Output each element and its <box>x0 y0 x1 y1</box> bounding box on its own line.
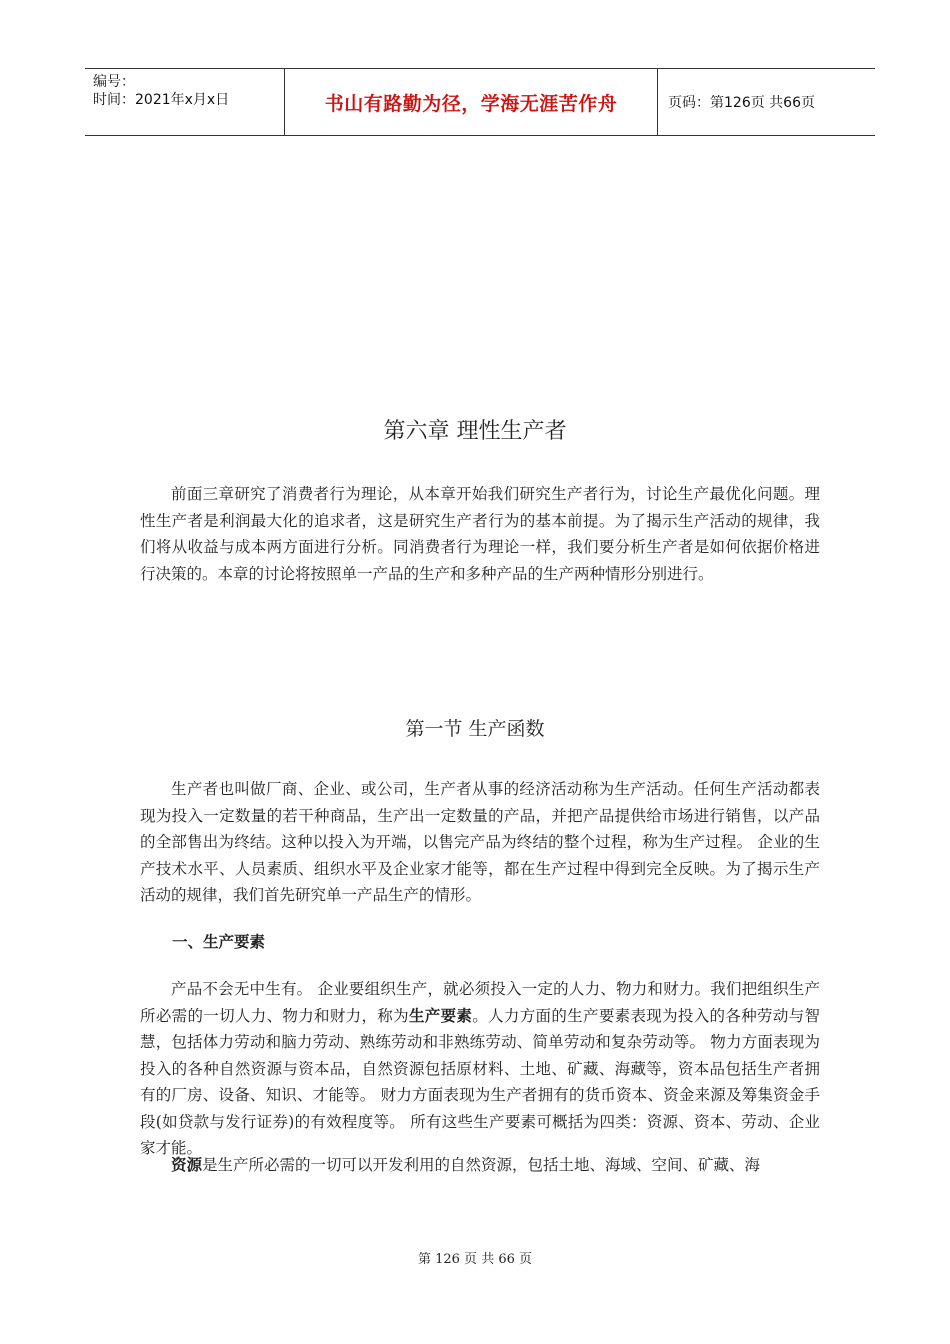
chapter-title: 第六章 理性生产者 <box>383 419 567 444</box>
header-page-info: 页码：第126页 共66页 <box>668 95 815 111</box>
page-header <box>85 68 875 136</box>
section-paragraph: 生产者也叫做厂商、企业、或公司，生产者从事的经济活动称为生产活动。任何生产活动都表现为投入一定数量的若干种商品，生产出一定数量的产品，并把产品提供给市场进行销售，以产品的全部售出为终结。这种以投入为开端，以售完产品为终结的整个过程，称为生产过程。 企业的生产技术水平、人员素质、组织水平及企业家才能等，都在生产过程中得到完全反映。为了揭示生产活动的规律，我们首先研究单一产品生产的情形。 <box>140 780 820 904</box>
header-motto: 书山有路勤为径，学海无涯苦作舟 <box>285 69 658 135</box>
header-number-label: 编号： <box>93 74 135 90</box>
header-time-label: 时间：2021年x月x日 <box>93 92 230 108</box>
factors-bold-term: 生产要素 <box>408 1006 473 1025</box>
resource-bold-term: 资源 <box>171 1156 203 1174</box>
resource-text: 是生产所必需的一切可以开发利用的自然资源，包括土地、海域、空间、矿藏、海 <box>202 1156 761 1174</box>
page-footer: 第 126 页 共 66 页 <box>417 1252 533 1267</box>
intro-paragraph: 前面三章研究了消费者行为理论，从本章开始我们研究生产者行为，讨论生产最优化问题。理性生产者是利润最大化的追求者，这是研究生产者行为的基本前提。为了揭示生产活动的规律，我们将从收益与成本两方面进行分析。同消费者行为理论一样，我们要分析生产者是如何依据价格进行决策的。本章的讨论将按照单一产品的生产和多种产品的生产两种情形分别进行。 <box>140 485 820 583</box>
subsection-title: 一、生产要素 <box>172 933 266 951</box>
factors-text-part2: 。人力方面的生产要素表现为投入的各种劳动与智慧，包括体力劳动和脑力劳动、熟练劳动和非熟练劳动、简单劳动和复杂劳动等。 物力方面表现为投入的各种自然资源与资本品，自然资源包括原材料、土地、矿藏、海藏等，资本品包括生产者拥有的厂房、设备、知识、才能等。 财力方面表现为生产者拥有的货币资本、资金来源及筹集资金手段(如贷款与发行证券)的有效程度等。 所有这些生产要素可概括为四类：资源、资本、劳动、企业家才能。 <box>140 1006 820 1157</box>
resource-paragraph <box>140 1152 820 1179</box>
factors-paragraph <box>140 976 820 1162</box>
header-meta <box>85 69 285 135</box>
section-title: 第一节 生产函数 <box>405 718 545 740</box>
factors-text-part1: 产品不会无中生有。 企业要组织生产，就必须投入一定的人力、物力和财力。我们把组织生产所必需的一切人力、物力和财力，称为 <box>140 980 820 1025</box>
